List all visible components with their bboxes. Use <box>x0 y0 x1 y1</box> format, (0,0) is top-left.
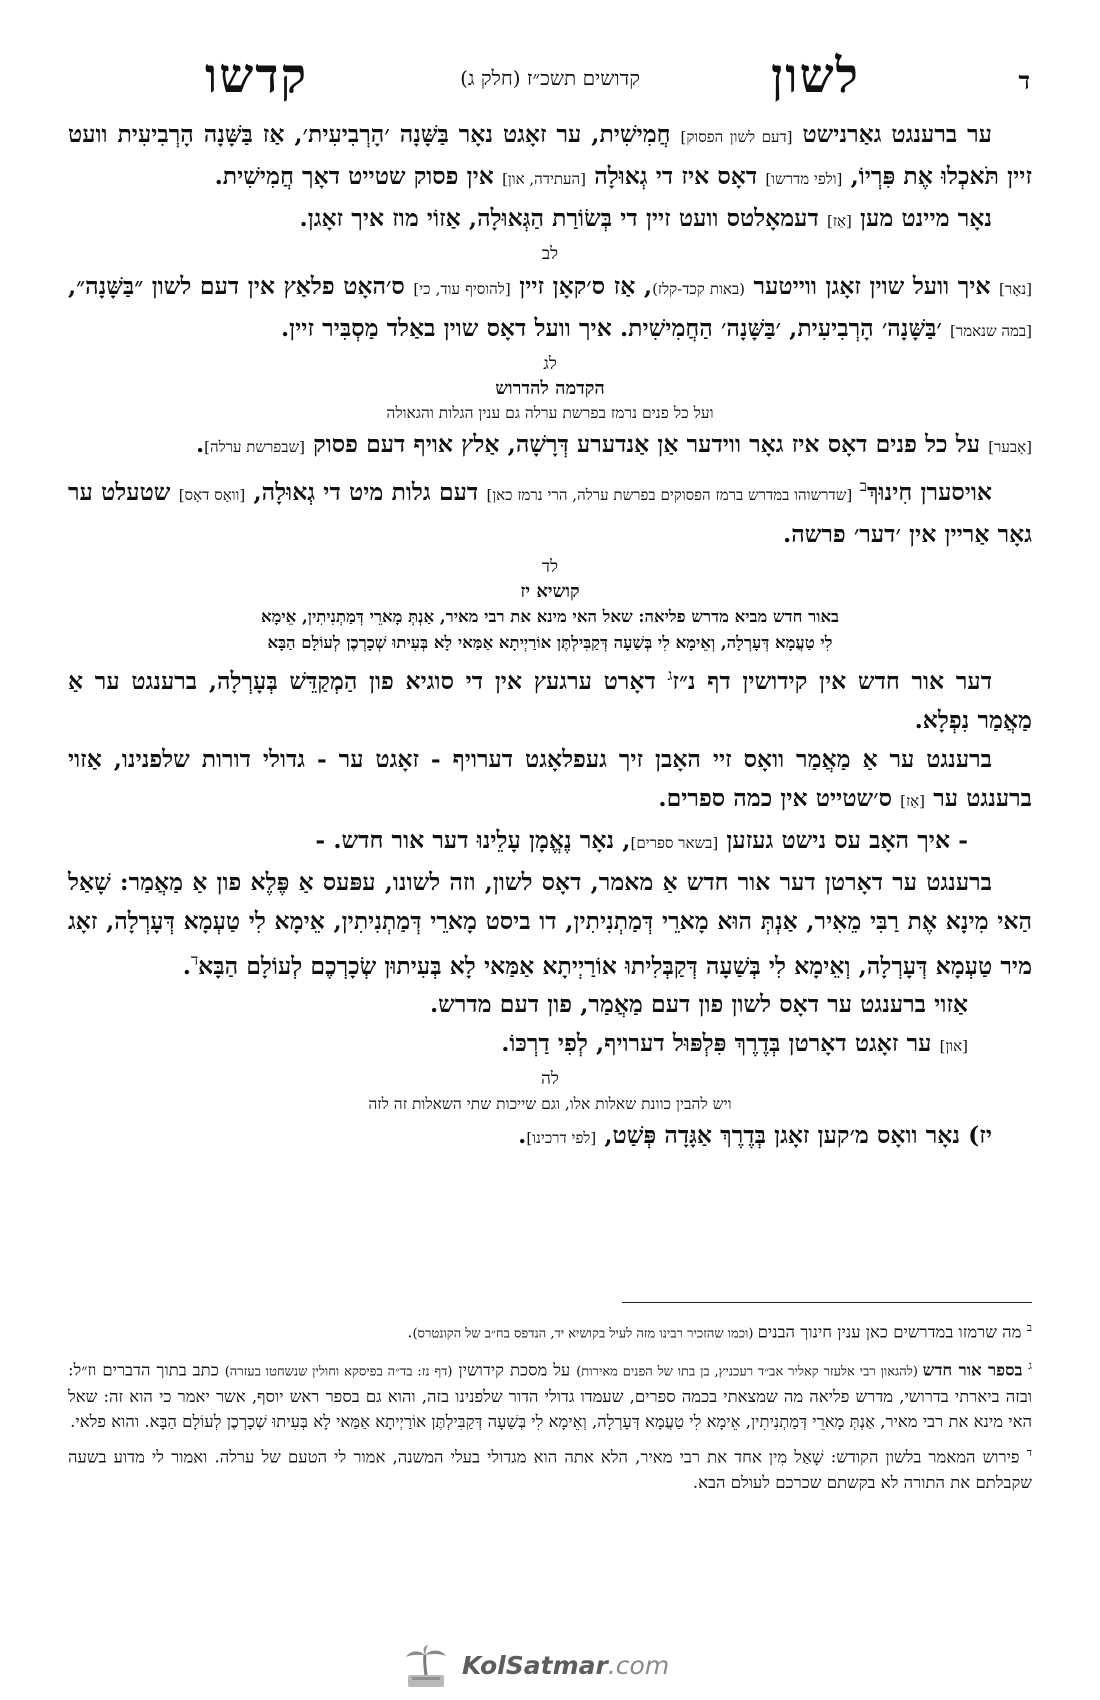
footnotes <box>68 1315 1032 1501</box>
section-subtitle: ויש להבין כוונת שאלות אלו, וגם שייכות שתי השאלות זה לזה <box>368 1095 732 1114</box>
main-text <box>68 115 1032 1158</box>
running-title-right: לשון <box>771 48 860 104</box>
paragraph: אַזוי ברענגט ער דאָס לשון פון דעם מַאֲמַר, פון דעם מדרש. <box>430 990 968 1019</box>
paragraph: - איך האָב עס נישט געזען [בשאר ספרים], נאָר נֶאֱמָן עָלֵינוּ דער אור חדש. - <box>315 825 968 854</box>
paragraph: [און] ער זאָגט דאָרטן בְּדֶרֶךְ פִּלְפּוּל דערויף, לְפִי דַרְכּוֹ. <box>501 1029 968 1058</box>
footnote-ref: ג <box>667 665 673 684</box>
paragraph: [אָבער] על כל פנים דאָס איז גאָר ווידער אַן אַנדערע דְּרָשָׁה, אַלץ אויף דעם פסוק [שבפרשת ערלה]. <box>195 430 1032 458</box>
footnote: $^ג$ בספר אור חדש (להגאון רבי אלעזר קאליר אב״ד רעכניץ, בן בתו של הפנים מאירות) על מסכת קידושין (דף נז: בד״ה בפיסקא וחולין שנשחטו בעזרה) כתב בתוך הדברים וז״ל: ובזה ביארתי בדרושי, מדרש פליאה מה שמצאתי בכמה ספרים, שעמדו גדולי הדור שלפנינו בזה, והוא גם בספר ראש יוסף, אשר יאמר כי הוא זה: שאל האי מינא את רבי מאיר, אַנְתְּ מָארֵי דְּמַתְנִיתִין, אֵימָא לִי טַעֲמָא דְּעָרְלָה, וְאֵימָא לִי בְּשַׁעָה דְּקַבִּילְתֶּן אוֹרַיְיתָא אַמַּאי לָא בְּעִיתוּ שְׁכָרְכֶן לְעוֹלָם הַבָּא. והוא פלאי. <box>68 1358 1033 1431</box>
quote-line: לִי טַעֲמָא דְּעָרְלָה, וְאֵימָא לִי בְּשַׁעָה דְּקַבִּילְתֶּן אוֹרַיְיתָא אַמַּאי לָא בְּעִיתוּ שְׁכָרְכֶן לְעוֹלָם הַבָּא <box>267 632 833 652</box>
palm-tree-icon <box>400 1645 452 1689</box>
section-title: הקדמה להדרוש <box>495 378 605 399</box>
paragraph: אויסערן חִינוּךְ$^ב$ [שדרשוהו במדרש ברמז הפסוקים בפרשת ערלה, הרי נרמז כאן] דעם גלות מיט די גְאוּלָה, [וואָס דאָס] שטעלט ער גאָר אַריין אין ׳דער׳ פרשה. <box>68 477 1032 548</box>
footnote: $^ד$ פירוש המאמר בלשון הקודש: שָׁאַל מִין אחד את רבי מאיר, הלא אתה הוא מגדולי בעלי המשנה, אמור לי הטעם של ערלה. ואמור לי מדוע בשעה שקבלתם את התורה לא בקשתם שכרכם לעולם הבא. <box>68 1446 1033 1492</box>
paragraph: נאָר מיינט מען [אַז] דעמאָלטס וועט זיין די בְּשׂוֹרַת הַגְּאוּלָה, אַזוֹי מוז איך זאָגן. <box>299 204 992 232</box>
paragraph: ער ברענגט גאַרנישט [דעם לשון הפסוק] חֲמִישִׁית, ער זאָגט נאָר בַּשָּׁנָה ׳הָרְבִיעִית׳, אַז בַּשָּׁנָה הָרְבִיעִית וועט זיין תֹּאכְלוּ אֶת פִּרְיוֹ, [ולפי מדרשו] דאָס איז די גְאוּלָה [העתידה, און] אין פסוק שטייט דאָך חֲמִישִׁית. <box>68 120 1032 190</box>
paragraph: יז) נאָר וואָס מ׳קען זאָגן בְּדֶרֶךְ אַגָּדָה פְּשַׁט, [לפי דרכינו]. <box>518 1121 992 1150</box>
section-number: לב <box>541 244 559 264</box>
running-subtitle: קדושים תשכ״ז (חלק ג) <box>460 66 640 90</box>
section-number: לג <box>543 354 557 374</box>
quote-line: באור חדש מביא מדרש פליאה: שאל האי מינא את רבי מאיר, אַנְתְּ מָארֵי דְּמַתְנִיתִין, אֵימָא <box>260 606 840 626</box>
running-title-left: קדשו <box>205 48 309 104</box>
paragraph: דער אור חדש אין קידושין דף נ״ז$^ג$ דאָרט ערגעץ אין די סוגיא פון הַמְקַדֵּשׁ בְּעָרְלָה, ברענגט ער אַ מַאֲמַר נִפְלָא. <box>68 665 1032 734</box>
paragraph: ברענגט ער דאָרטן דער אור חדש אַ מאמר, דאָס לשון, וזה לשונו, עפּעס אַ פֶּלֶא פון אַ מַאֲמַר: שָׁאַל הַאי מִינָא אֶת רַבִּי מֵאִיר, אַנְתְּ הוּא מָארֵי דְּמַתְנִיתִין, דו ביסט מָארֵי דְּמַתְנִיתִין, אֵימָא לִי טַעְמָא דְּעָרְלָה, זאָג מיר טַעְמָא דְּעָרְלָה, וְאֵימָא לִי בְּשַׁעָה דְּקַבְּלִיתוּ אוֹרַיְיתָא אַמַּאי לָא בְּעִיתוּן שְׂכָרְכֶם לְעוֹלָם הַבָּא$^ד$. <box>68 867 1032 980</box>
paragraph: ברענגט ער אַ מַאֲמַר וואָס זיי האָבן זיך געפלאָגט דערויף - זאָגט ער - גדולי דורות שלפנינו, אַזוי ברענגט ער [אַז] ס׳שטייט אין כמה ספרים. <box>68 744 1032 812</box>
section-number: לה <box>541 1069 559 1090</box>
page-number: ד <box>1018 66 1030 95</box>
logo-text: KolSatmar.com <box>462 1651 670 1680</box>
footnote: $^ב$ מה שרמזו במדרשים כאן ענין חינוך הבנים (וכמו שהזכיר רבינו מזה לעיל בקושיא יד, הנדפס בח״ב של הקונטרס). <box>407 1321 1032 1342</box>
footnote-ref: ד <box>190 950 199 969</box>
paragraph: [נאָר] איך וועל שוין זאָגן ווייטער (באות קכד-קלז), אַז ס׳קאָן זיין [להוסיף עוד, כי] ס׳האָט פלאַץ אין דעם לשון ״בַּשָּׁנָה״, [במה שנאמר] ׳בַּשָּׁנָה׳ הָרְבִיעִית, ׳בַּשָּׁנָה׳ הַחֲמִישִׁית. איך וועל דאָס שוין באַלד מַסְבִּיר זיין. <box>68 272 1032 342</box>
section-number: לד <box>541 556 559 577</box>
section-title: קושיא יז <box>520 580 580 602</box>
section-subtitle: ועל כל פנים נרמז בפרשת ערלה גם ענין הגלות והגאולה <box>386 404 714 422</box>
footnote-ref: ב <box>859 477 867 495</box>
site-logo <box>400 1645 700 1690</box>
footnote-divider <box>622 1302 1032 1303</box>
